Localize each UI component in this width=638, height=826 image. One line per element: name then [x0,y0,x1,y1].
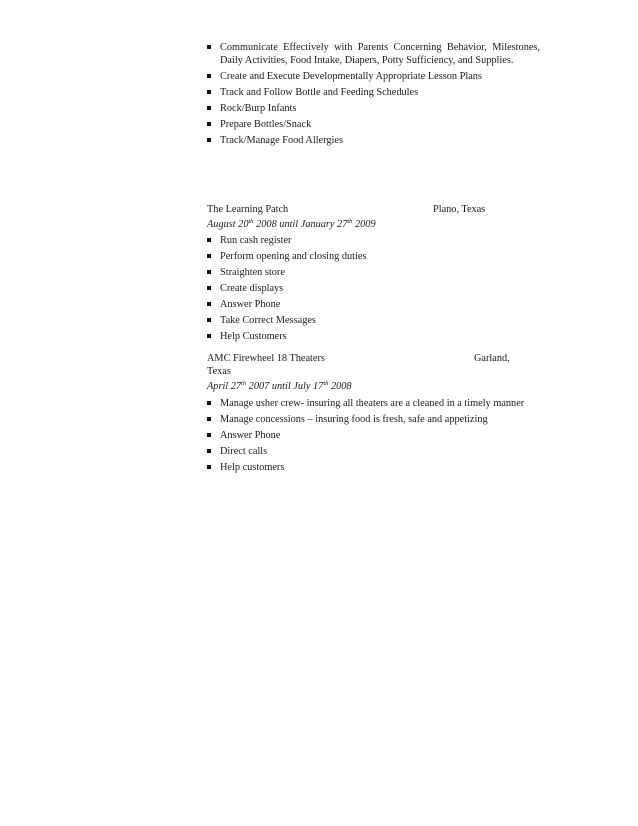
bullet-square-icon [207,45,211,49]
list-item: Straighten store [207,266,540,279]
bullet-square-icon [207,449,211,453]
bullet-square-icon [207,302,211,306]
list-item: Run cash register [207,234,540,247]
list-item: Help Customers [207,330,540,343]
amc-duties-list [207,397,547,477]
employer-location-continued: Texas [207,366,231,377]
list-item: Create and Execute Developmentally Appropriate Lesson Plans [207,70,540,83]
learning-patch-duties-list [207,234,540,346]
bullet-square-icon [207,74,211,78]
list-item: Manage concessions – insuring food is fresh, safe and appetizing [207,413,547,426]
list-item: Track/Manage Food Allergies [207,134,540,147]
list-item: Perform opening and closing duties [207,250,540,263]
list-item: Manage usher crew- insuring all theaters are a cleaned in a timely manner [207,397,547,410]
list-item: Create displays [207,282,540,295]
employment-dates: April 27th 2007 until July 17th 2008 [207,380,352,392]
job-amc-firewheel [207,352,540,393]
employer-location: Plano, Texas [433,204,486,215]
list-item: Help customers [207,461,547,474]
list-item: Take Correct Messages [207,314,540,327]
bullet-square-icon [207,270,211,274]
bullet-square-icon [207,106,211,110]
bullet-square-icon [207,254,211,258]
list-item: Prepare Bottles/Snack [207,118,540,131]
bullet-square-icon [207,401,211,405]
bullet-square-icon [207,138,211,142]
employer-row [207,203,540,216]
bullet-square-icon [207,318,211,322]
employer-name: AMC Firewheel 18 Theaters [207,353,325,364]
list-item: Answer Phone [207,429,547,442]
job-learning-patch [207,203,540,231]
list-item: Direct calls [207,445,547,458]
employer-row [207,352,540,365]
bullet-square-icon [207,433,211,437]
bullet-square-icon [207,90,211,94]
bullet-square-icon [207,238,211,242]
list-item: Answer Phone [207,298,540,311]
employment-dates: August 20th 2008 until January 27th 2009 [207,218,376,230]
employer-location: Garland, [474,353,510,364]
bullet-square-icon [207,417,211,421]
bullet-square-icon [207,465,211,469]
bullet-square-icon [207,286,211,290]
list-item: Communicate Effectively with Parents Concerning Behavior, Milestones, Daily Activities, Food Intake, Diapers, Potty Sufficiency, and Supplies. [207,41,540,67]
list-item: Track and Follow Bottle and Feeding Schedules [207,86,540,99]
employer-name: The Learning Patch [207,204,289,215]
bullet-square-icon [207,122,211,126]
bullet-square-icon [207,334,211,338]
previous-job-duties-list [207,41,540,150]
list-item: Rock/Burp Infants [207,102,540,115]
